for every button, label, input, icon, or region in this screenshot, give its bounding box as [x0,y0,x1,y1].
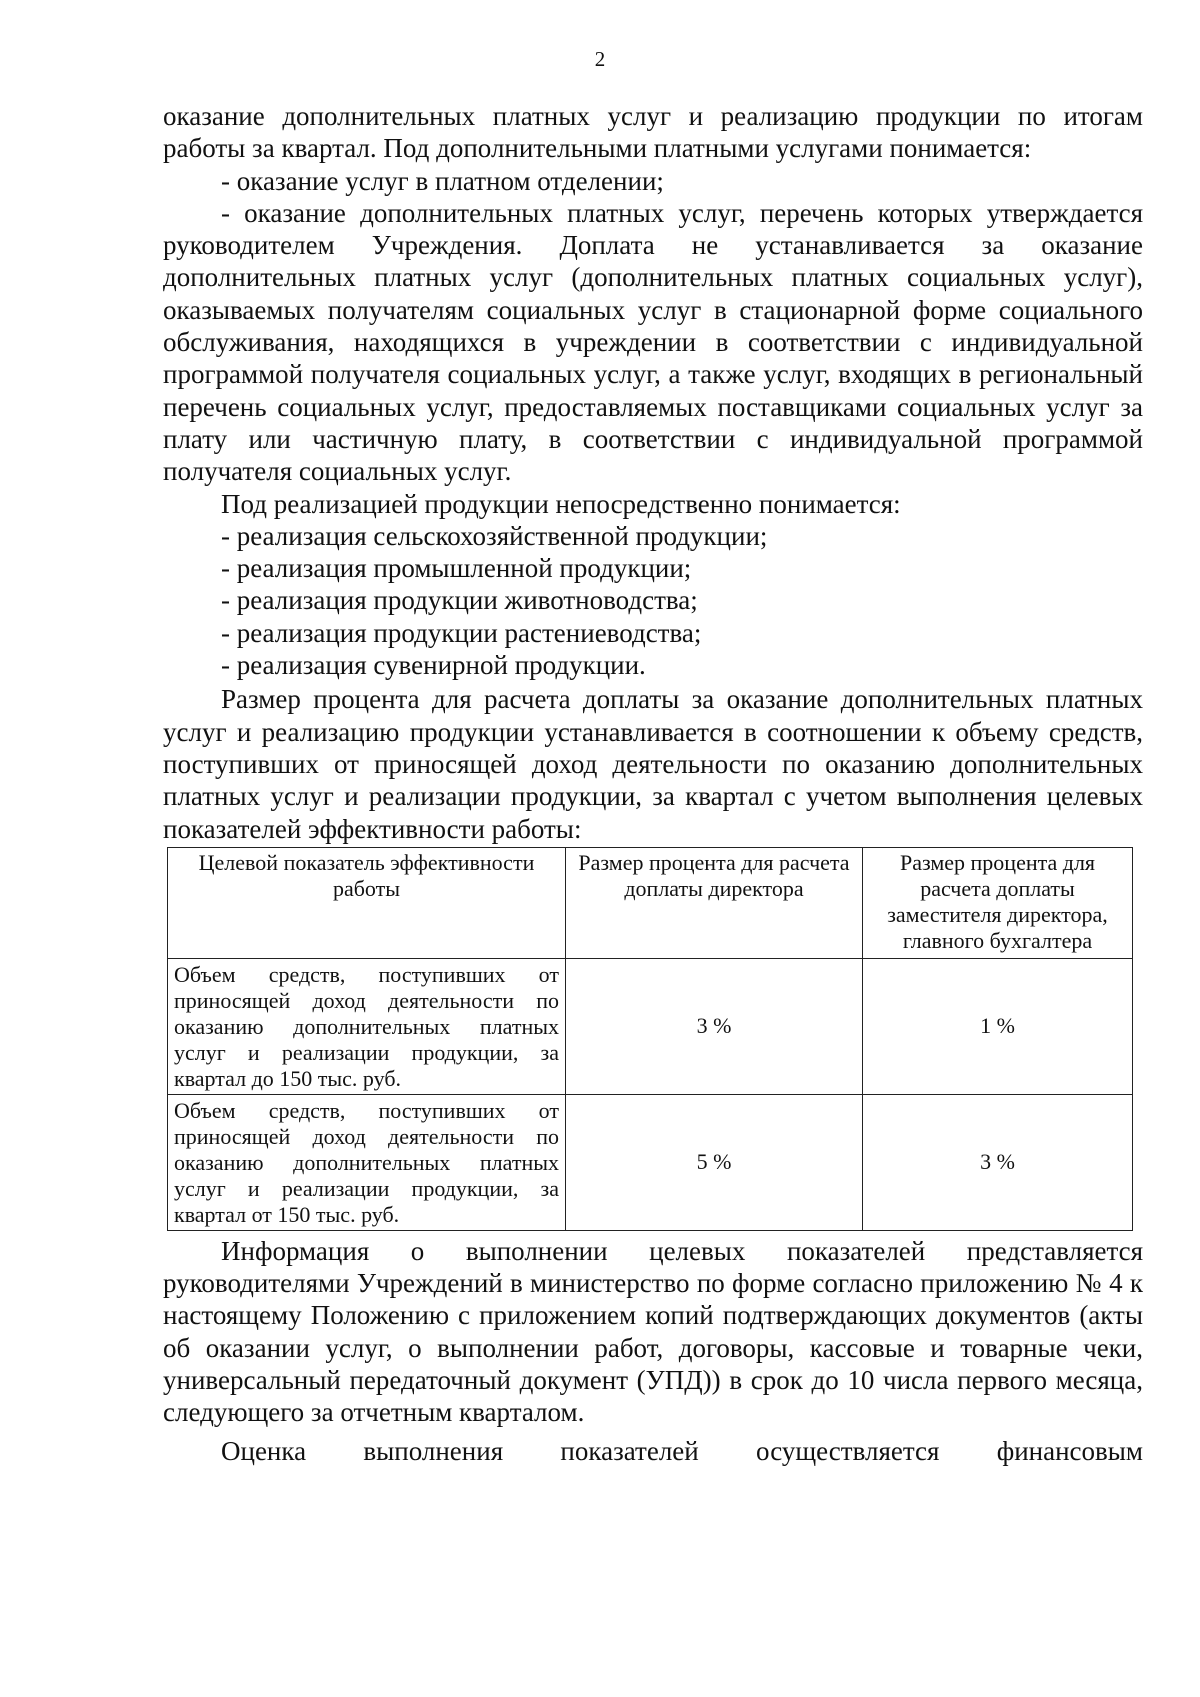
products-list-item: - реализация сельскохозяйственной продукции; [221,520,768,551]
table-cell-director: 5 % [566,1094,863,1230]
table-header-cell: Размер процента для расчета доплаты директора [566,847,863,958]
info-paragraph: Информация о выполнении целевых показателей представляется руководителями Учреждений в министерство по форме согласно приложению № 4 к настоящему Положению с приложением копий подтверждающих документов (акты об оказании услуг, о выполнении работ, договоры, кассовые и товарные чеки, универсальный передаточный документ (УПД)) в срок до 10 числа первого месяца, следующего за отчетным кварталом. [163,1235,1143,1428]
products-list-item: - реализация продукции животноводства; [221,585,698,616]
table-cell-director: 3 % [566,958,863,1094]
table-row [168,1094,1133,1230]
products-intro: Под реализацией продукции непосредственно понимается: [221,488,901,519]
evaluation-paragraph: Оценка выполнения показателей осуществляется финансовым [221,1435,1143,1466]
table-row [168,958,1133,1094]
table-cell-indicator: Объем средств, поступивших от приносящей доход деятельности по оказанию дополнительных платных услуг и реализации продукции, за квартал от 150 тыс. руб. [168,1094,566,1230]
table-cell-deputy: 1 % [863,958,1133,1094]
table-header-cell: Размер процента для расчета доплаты заместителя директора, главного бухгалтера [863,847,1133,958]
intro-paragraph: оказание дополнительных платных услуг и реализацию продукции по итогам работы за квартал. Под дополнительными платными услугами понимается: [163,101,1143,164]
products-list-item: - реализация промышленной продукции; [221,553,692,584]
percent-paragraph: Размер процента для расчета доплаты за оказание дополнительных платных услуг и реализацию продукции устанавливается в соотношении к объему средств, поступивших от приносящей доход деятельности по оказанию дополнительных платных услуг и реализации продукции, за квартал с учетом выполнения целевых показателей эффективности работы: [163,684,1143,844]
table-header-cell: Целевой показатель эффективности работы [168,847,566,958]
page-number: 2 [594,47,606,71]
table-cell-indicator: Объем средств, поступивших от приносящей доход деятельности по оказанию дополнительных платных услуг и реализации продукции, за квартал до 150 тыс. руб. [168,958,566,1094]
table-cell-deputy: 3 % [863,1094,1133,1230]
services-list-item: - оказание услуг в платном отделении; [221,165,664,196]
services-list-item: - оказание дополнительных платных услуг, перечень которых утверждается руководителем Учреждения. Доплата не устанавливается за оказание дополнительных платных услуг (дополнительных платных социальных услуг), оказываемых получателям социальных услуг в стационарной форме социального обслуживания, находящихся в учреждении в соответствии с индивидуальной программой получателя социальных услуг, а также услуг, входящих в региональный перечень социальных услуг, предоставляемых поставщиками социальных услуг за плату или частичную плату, в соответствии с индивидуальной программой получателя социальных услуг. [163,197,1143,487]
table-header-row [168,847,1133,958]
document-body [163,100,1143,1467]
products-list-item: - реализация сувенирной продукции. [221,650,646,681]
products-list-item: - реализация продукции растениеводства; [221,617,702,648]
kpi-table [167,847,1133,1231]
